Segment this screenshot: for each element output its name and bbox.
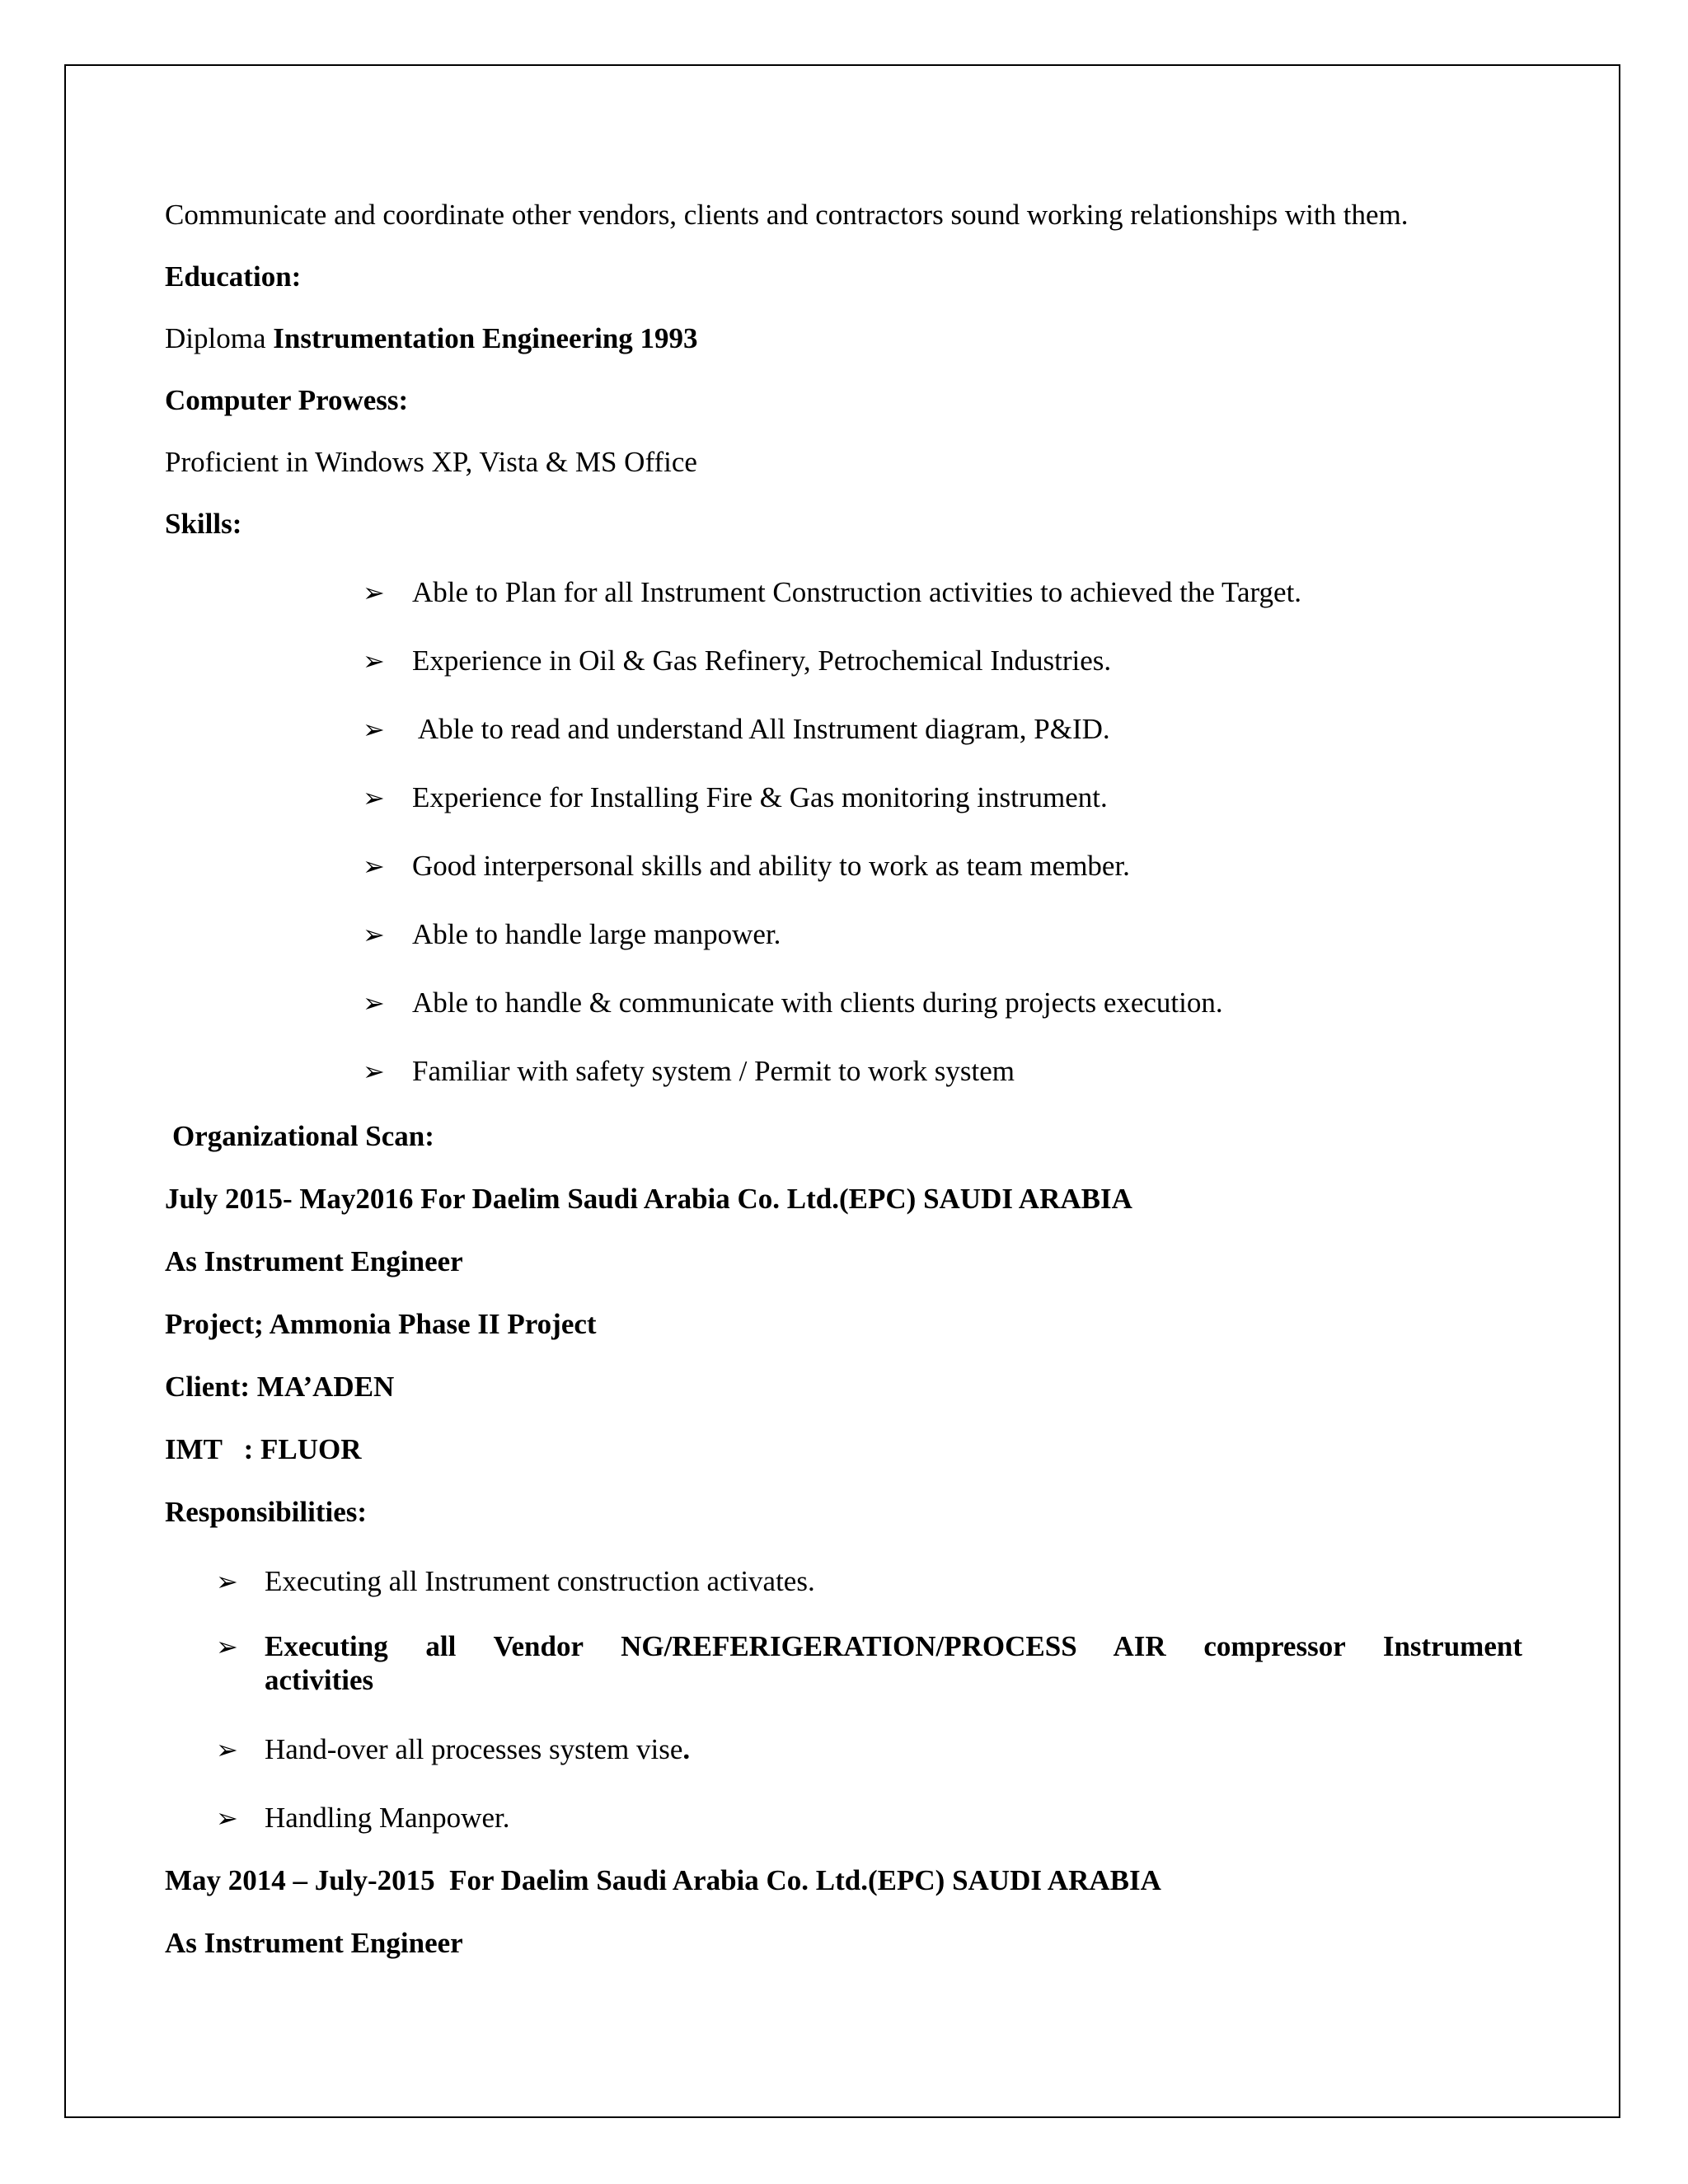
resp-item: Handling Manpower.	[265, 1802, 510, 1834]
resp-item-text: Hand-over all processes system vise	[265, 1733, 683, 1765]
org-heading: Organizational Scan:	[172, 1120, 434, 1152]
resp-item-bold-cont: activities	[265, 1664, 374, 1696]
skill-item: Familiar with safety system / Permit to work system	[412, 1055, 1015, 1087]
bullet-arrow-icon: ➢	[363, 920, 385, 949]
job2-period: May 2014 – July-2015 For Daelim Saudi Arabia Co. Ltd.(EPC) SAUDI ARABIA	[165, 1864, 1161, 1896]
education-heading: Education:	[165, 260, 302, 293]
skill-item: Able to Plan for all Instrument Construction activities to achieved the Target.	[412, 576, 1302, 608]
bullet-arrow-icon: ➢	[216, 1735, 238, 1765]
skills-heading: Skills:	[165, 508, 242, 540]
bullet-arrow-icon: ➢	[363, 578, 385, 607]
job1-imt: IMT : FLUOR	[165, 1433, 362, 1465]
bullet-arrow-icon: ➢	[363, 1057, 385, 1086]
skill-item: Experience in Oil & Gas Refinery, Petrochemical Industries.	[412, 644, 1112, 677]
bullet-arrow-icon: ➢	[363, 646, 385, 676]
job1-project: Project; Ammonia Phase II Project	[165, 1308, 597, 1340]
resp-item	[265, 1732, 690, 1767]
diploma-detail: Instrumentation Engineering 1993	[273, 322, 698, 354]
job2-role: As Instrument Engineer	[165, 1927, 463, 1959]
bullet-arrow-icon: ➢	[363, 715, 385, 744]
job1-role: As Instrument Engineer	[165, 1245, 463, 1277]
resp-item: Executing all Instrument construction activates.	[265, 1565, 815, 1597]
bullet-arrow-icon: ➢	[363, 988, 385, 1018]
bullet-arrow-icon: ➢	[216, 1632, 238, 1661]
job1-period: July 2015- May2016 For Daelim Saudi Arabia Co. Ltd.(EPC) SAUDI ARABIA	[165, 1183, 1132, 1215]
skill-item: Able to handle large manpower.	[412, 918, 781, 950]
computer-heading: Computer Prowess:	[165, 384, 409, 416]
bullet-arrow-icon: ➢	[216, 1803, 238, 1833]
job1-resp-heading: Responsibilities:	[165, 1496, 368, 1528]
computer-detail: Proficient in Windows XP, Vista & MS Office	[165, 446, 697, 478]
bullet-arrow-icon: ➢	[363, 783, 385, 813]
bullet-arrow-icon: ➢	[216, 1567, 238, 1596]
skill-item: Able to handle & communicate with clients during projects execution.	[412, 987, 1223, 1019]
diploma-prefix: Diploma	[165, 322, 266, 354]
resp-item-bold: Executing all Vendor NG/REFERIGERATION/PROCESS AIR compressor Instrument	[265, 1630, 1522, 1662]
skill-item: Good interpersonal skills and ability to work as team member.	[412, 850, 1130, 882]
skill-item: Experience for Installing Fire & Gas monitoring instrument.	[412, 781, 1108, 813]
skill-item: Able to read and understand All Instrument diagram, P&ID.	[412, 713, 1110, 745]
job1-client: Client: MA’ADEN	[165, 1371, 395, 1403]
intro-line: Communicate and coordinate other vendors, clients and contractors sound working relationships with them.	[165, 199, 1409, 231]
education-diploma	[165, 321, 698, 356]
resp-item-period: .	[682, 1733, 691, 1765]
bullet-arrow-icon: ➢	[363, 851, 385, 881]
